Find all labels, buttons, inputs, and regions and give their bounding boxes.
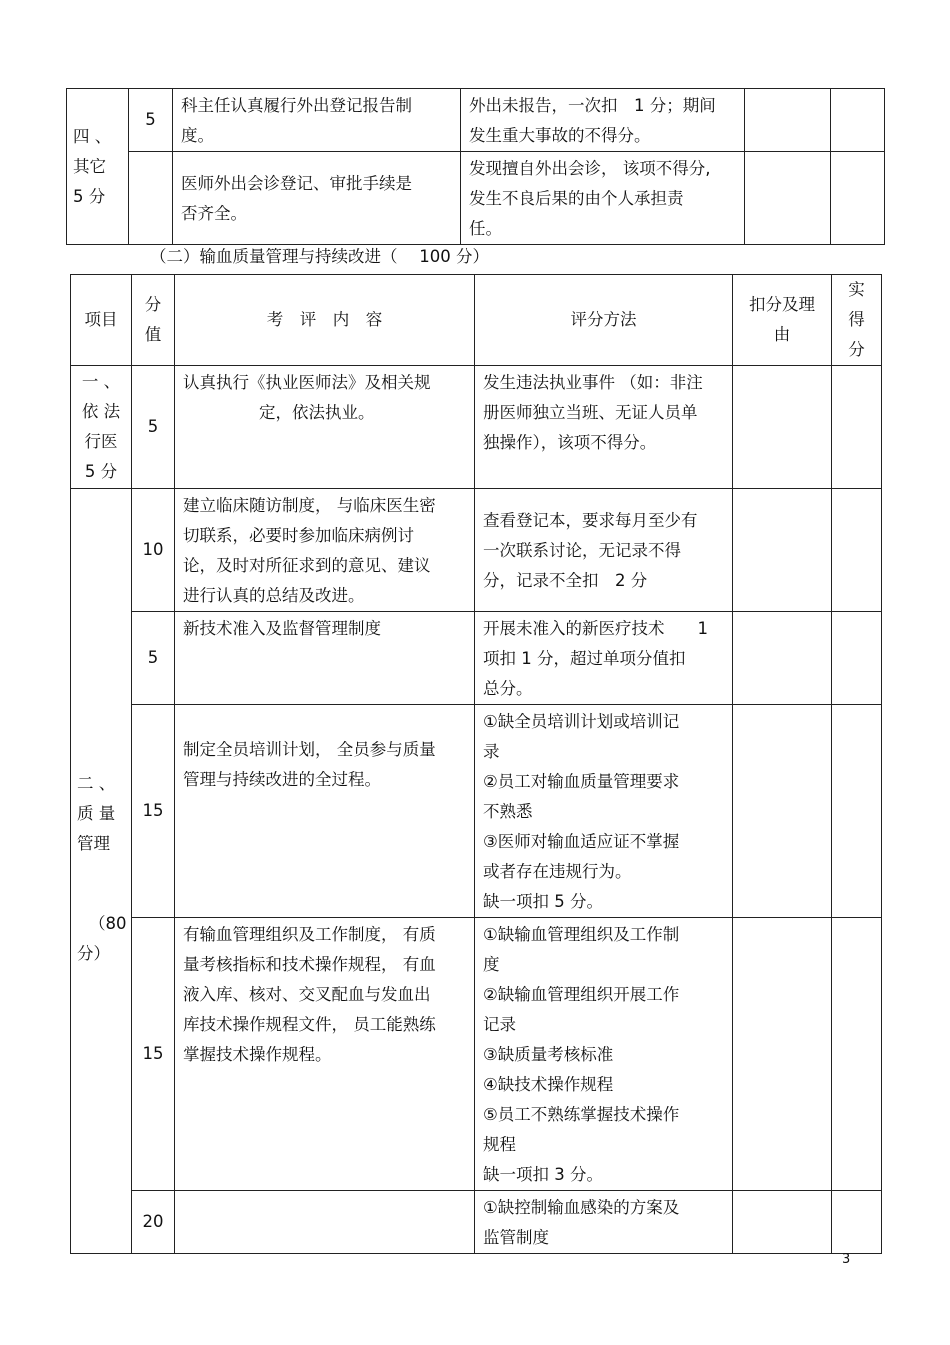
header-score xyxy=(132,275,175,366)
category-cell xyxy=(67,89,129,245)
content-line: 液入库、核对、交叉配血与发血出 xyxy=(183,985,431,1004)
category-line: 二 、 xyxy=(77,774,116,793)
method-cell xyxy=(475,1191,733,1254)
table-transfusion-quality xyxy=(70,274,882,1254)
header-line: 值 xyxy=(144,325,162,344)
category-line: 依 法 xyxy=(81,402,121,421)
header-line: 实 xyxy=(848,280,865,299)
method-line: ②员工对输血质量管理要求 xyxy=(483,772,680,791)
table-header-row xyxy=(71,275,882,366)
content-line: 建立临床随访制度， 与临床医生密 xyxy=(183,496,436,515)
content-cell xyxy=(175,612,475,705)
table-row xyxy=(71,1191,882,1254)
score-cell: 15 xyxy=(132,705,175,918)
deduct-cell xyxy=(733,1191,832,1254)
method-line: 项扣 1 分，超过单项分值扣 xyxy=(483,649,686,668)
page-number: 3 xyxy=(842,1252,851,1267)
score-cell: 10 xyxy=(132,489,175,612)
header-line: 分 xyxy=(144,295,162,314)
method-line: 监管制度 xyxy=(483,1228,549,1247)
header-method: 评分方法 xyxy=(475,275,733,366)
content-cell xyxy=(175,366,475,489)
actual-cell xyxy=(832,612,882,705)
content-line: 认真执行《执业医师法》及相关规 xyxy=(183,373,431,392)
category-line: 5 分 xyxy=(73,186,106,206)
content-line: 医师外出会诊登记、审批手续是 xyxy=(181,174,412,193)
method-line: 发生不良后果的由个人承担责 xyxy=(469,189,684,208)
method-line: 外出未报告，一次扣 1 分；期间 xyxy=(469,96,716,115)
method-cell xyxy=(461,152,745,245)
actual-cell xyxy=(831,152,885,245)
category-line: 管理 xyxy=(77,834,110,853)
method-line: 查看登记本，要求每月至少有 xyxy=(483,511,698,530)
method-line: 录 xyxy=(483,742,500,761)
method-line: 开展未准入的新医疗技术 1 xyxy=(483,619,708,638)
category-score-line: 分） xyxy=(77,944,110,963)
method-line: 独操作），该项不得分。 xyxy=(483,433,657,452)
method-line: 总分。 xyxy=(483,679,533,698)
deduct-cell xyxy=(745,89,831,152)
score-cell xyxy=(129,152,173,245)
content-line: 论，及时对所征求到的意见、建议 xyxy=(183,556,431,575)
deduct-cell xyxy=(733,918,832,1191)
category-line: 质 量 xyxy=(77,804,116,823)
method-line: ①缺全员培训计划或培训记 xyxy=(483,712,680,731)
header-line: 分 xyxy=(848,340,865,359)
method-line: 度 xyxy=(483,955,500,974)
deduct-cell xyxy=(733,489,832,612)
table-row xyxy=(71,489,882,612)
actual-cell xyxy=(832,918,882,1191)
method-line: 或者存在违规行为。 xyxy=(483,862,632,881)
content-line: 库技术操作规程文件， 员工能熟练 xyxy=(183,1015,436,1034)
header-actual xyxy=(832,275,882,366)
content-line: 定，依法执业。 xyxy=(259,403,375,422)
content-line: 有输血管理组织及工作制度， 有质 xyxy=(183,925,436,944)
actual-cell xyxy=(832,366,882,489)
method-line: 发现擅自外出会诊， 该项不得分, xyxy=(469,159,711,178)
content-cell xyxy=(175,918,475,1191)
method-line: 不熟悉 xyxy=(483,802,533,821)
deduct-cell xyxy=(733,705,832,918)
category-line: 5 分 xyxy=(84,462,118,481)
deduct-cell xyxy=(745,152,831,245)
content-line: 进行认真的总结及改进。 xyxy=(183,586,365,605)
method-cell xyxy=(475,489,733,612)
actual-cell xyxy=(831,89,885,152)
method-line: 分，记录不全扣 2 分 xyxy=(483,571,648,590)
content-cell xyxy=(173,152,461,245)
method-line: 一次联系讨论，无记录不得 xyxy=(483,541,681,560)
category-cell xyxy=(71,366,132,489)
category-line: 其它 xyxy=(73,156,106,176)
method-cell xyxy=(475,918,733,1191)
header-line: 扣分及理 xyxy=(749,295,815,314)
score-cell: 5 xyxy=(132,612,175,705)
method-line: ③缺质量考核标准 xyxy=(483,1045,614,1064)
actual-cell xyxy=(832,705,882,918)
table-row xyxy=(71,918,882,1191)
method-line: 缺一项扣 3 分。 xyxy=(483,1165,603,1184)
table-row xyxy=(71,612,882,705)
content-line: 度。 xyxy=(181,126,214,145)
table-row xyxy=(71,705,882,918)
category-score-line: （80 xyxy=(89,914,127,933)
content-line: 新技术准入及监督管理制度 xyxy=(183,619,381,638)
score-cell: 5 xyxy=(132,366,175,489)
content-cell xyxy=(175,1191,475,1254)
content-cell xyxy=(175,489,475,612)
category-cell xyxy=(71,489,132,1254)
score-cell: 5 xyxy=(129,89,173,152)
table-row xyxy=(67,89,885,152)
header-line: 由 xyxy=(773,325,791,344)
content-cell xyxy=(175,705,475,918)
method-line: 发生重大事故的不得分。 xyxy=(469,126,651,145)
table-row xyxy=(67,152,885,245)
score-cell: 20 xyxy=(132,1191,175,1254)
method-line: ①缺输血管理组织及工作制 xyxy=(483,925,680,944)
method-cell xyxy=(475,705,733,918)
content-line: 否齐全。 xyxy=(181,204,247,223)
header-item: 项目 xyxy=(71,275,132,366)
content-cell xyxy=(173,89,461,152)
content-line: 量考核指标和技术操作规程， 有血 xyxy=(183,955,436,974)
content-line: 制定全员培训计划， 全员参与质量 xyxy=(183,740,436,759)
category-line: 一 、 xyxy=(81,372,121,391)
actual-cell xyxy=(832,489,882,612)
content-line: 掌握技术操作规程。 xyxy=(183,1045,332,1064)
method-cell xyxy=(475,366,733,489)
method-line: 任。 xyxy=(469,219,502,238)
actual-cell xyxy=(832,1191,882,1254)
method-line: 发生违法执业事件 （如：非注 xyxy=(483,373,703,392)
method-line: ①缺控制输血感染的方案及 xyxy=(483,1198,680,1217)
method-line: 记录 xyxy=(483,1015,516,1034)
table-other-section xyxy=(66,88,885,245)
method-line: ④缺技术操作规程 xyxy=(483,1075,614,1094)
method-line: 规程 xyxy=(483,1135,516,1154)
method-line: ②缺输血管理组织开展工作 xyxy=(483,985,680,1004)
header-content: 考 评 内 容 xyxy=(175,275,475,366)
table-row xyxy=(71,366,882,489)
method-line: ③医师对输血适应证不掌握 xyxy=(483,832,680,851)
header-line: 得 xyxy=(848,310,865,329)
method-line: 册医师独立当班、无证人员单 xyxy=(483,403,698,422)
method-line: ⑤员工不熟练掌握技术操作 xyxy=(483,1105,680,1124)
category-line: 四 、 xyxy=(73,126,112,146)
header-deduct xyxy=(733,275,832,366)
section-subtitle: （二）输血质量管理与持续改进（ 100 分） xyxy=(150,247,489,266)
category-line: 行医 xyxy=(84,432,118,451)
content-line: 切联系，必要时参加临床病例讨 xyxy=(183,526,414,545)
method-cell xyxy=(475,612,733,705)
content-line: 科主任认真履行外出登记报告制 xyxy=(181,96,412,115)
score-cell: 15 xyxy=(132,918,175,1191)
deduct-cell xyxy=(733,612,832,705)
method-line: 缺一项扣 5 分。 xyxy=(483,892,603,911)
content-line: 管理与持续改进的全过程。 xyxy=(183,770,381,789)
deduct-cell xyxy=(733,366,832,489)
method-cell xyxy=(461,89,745,152)
